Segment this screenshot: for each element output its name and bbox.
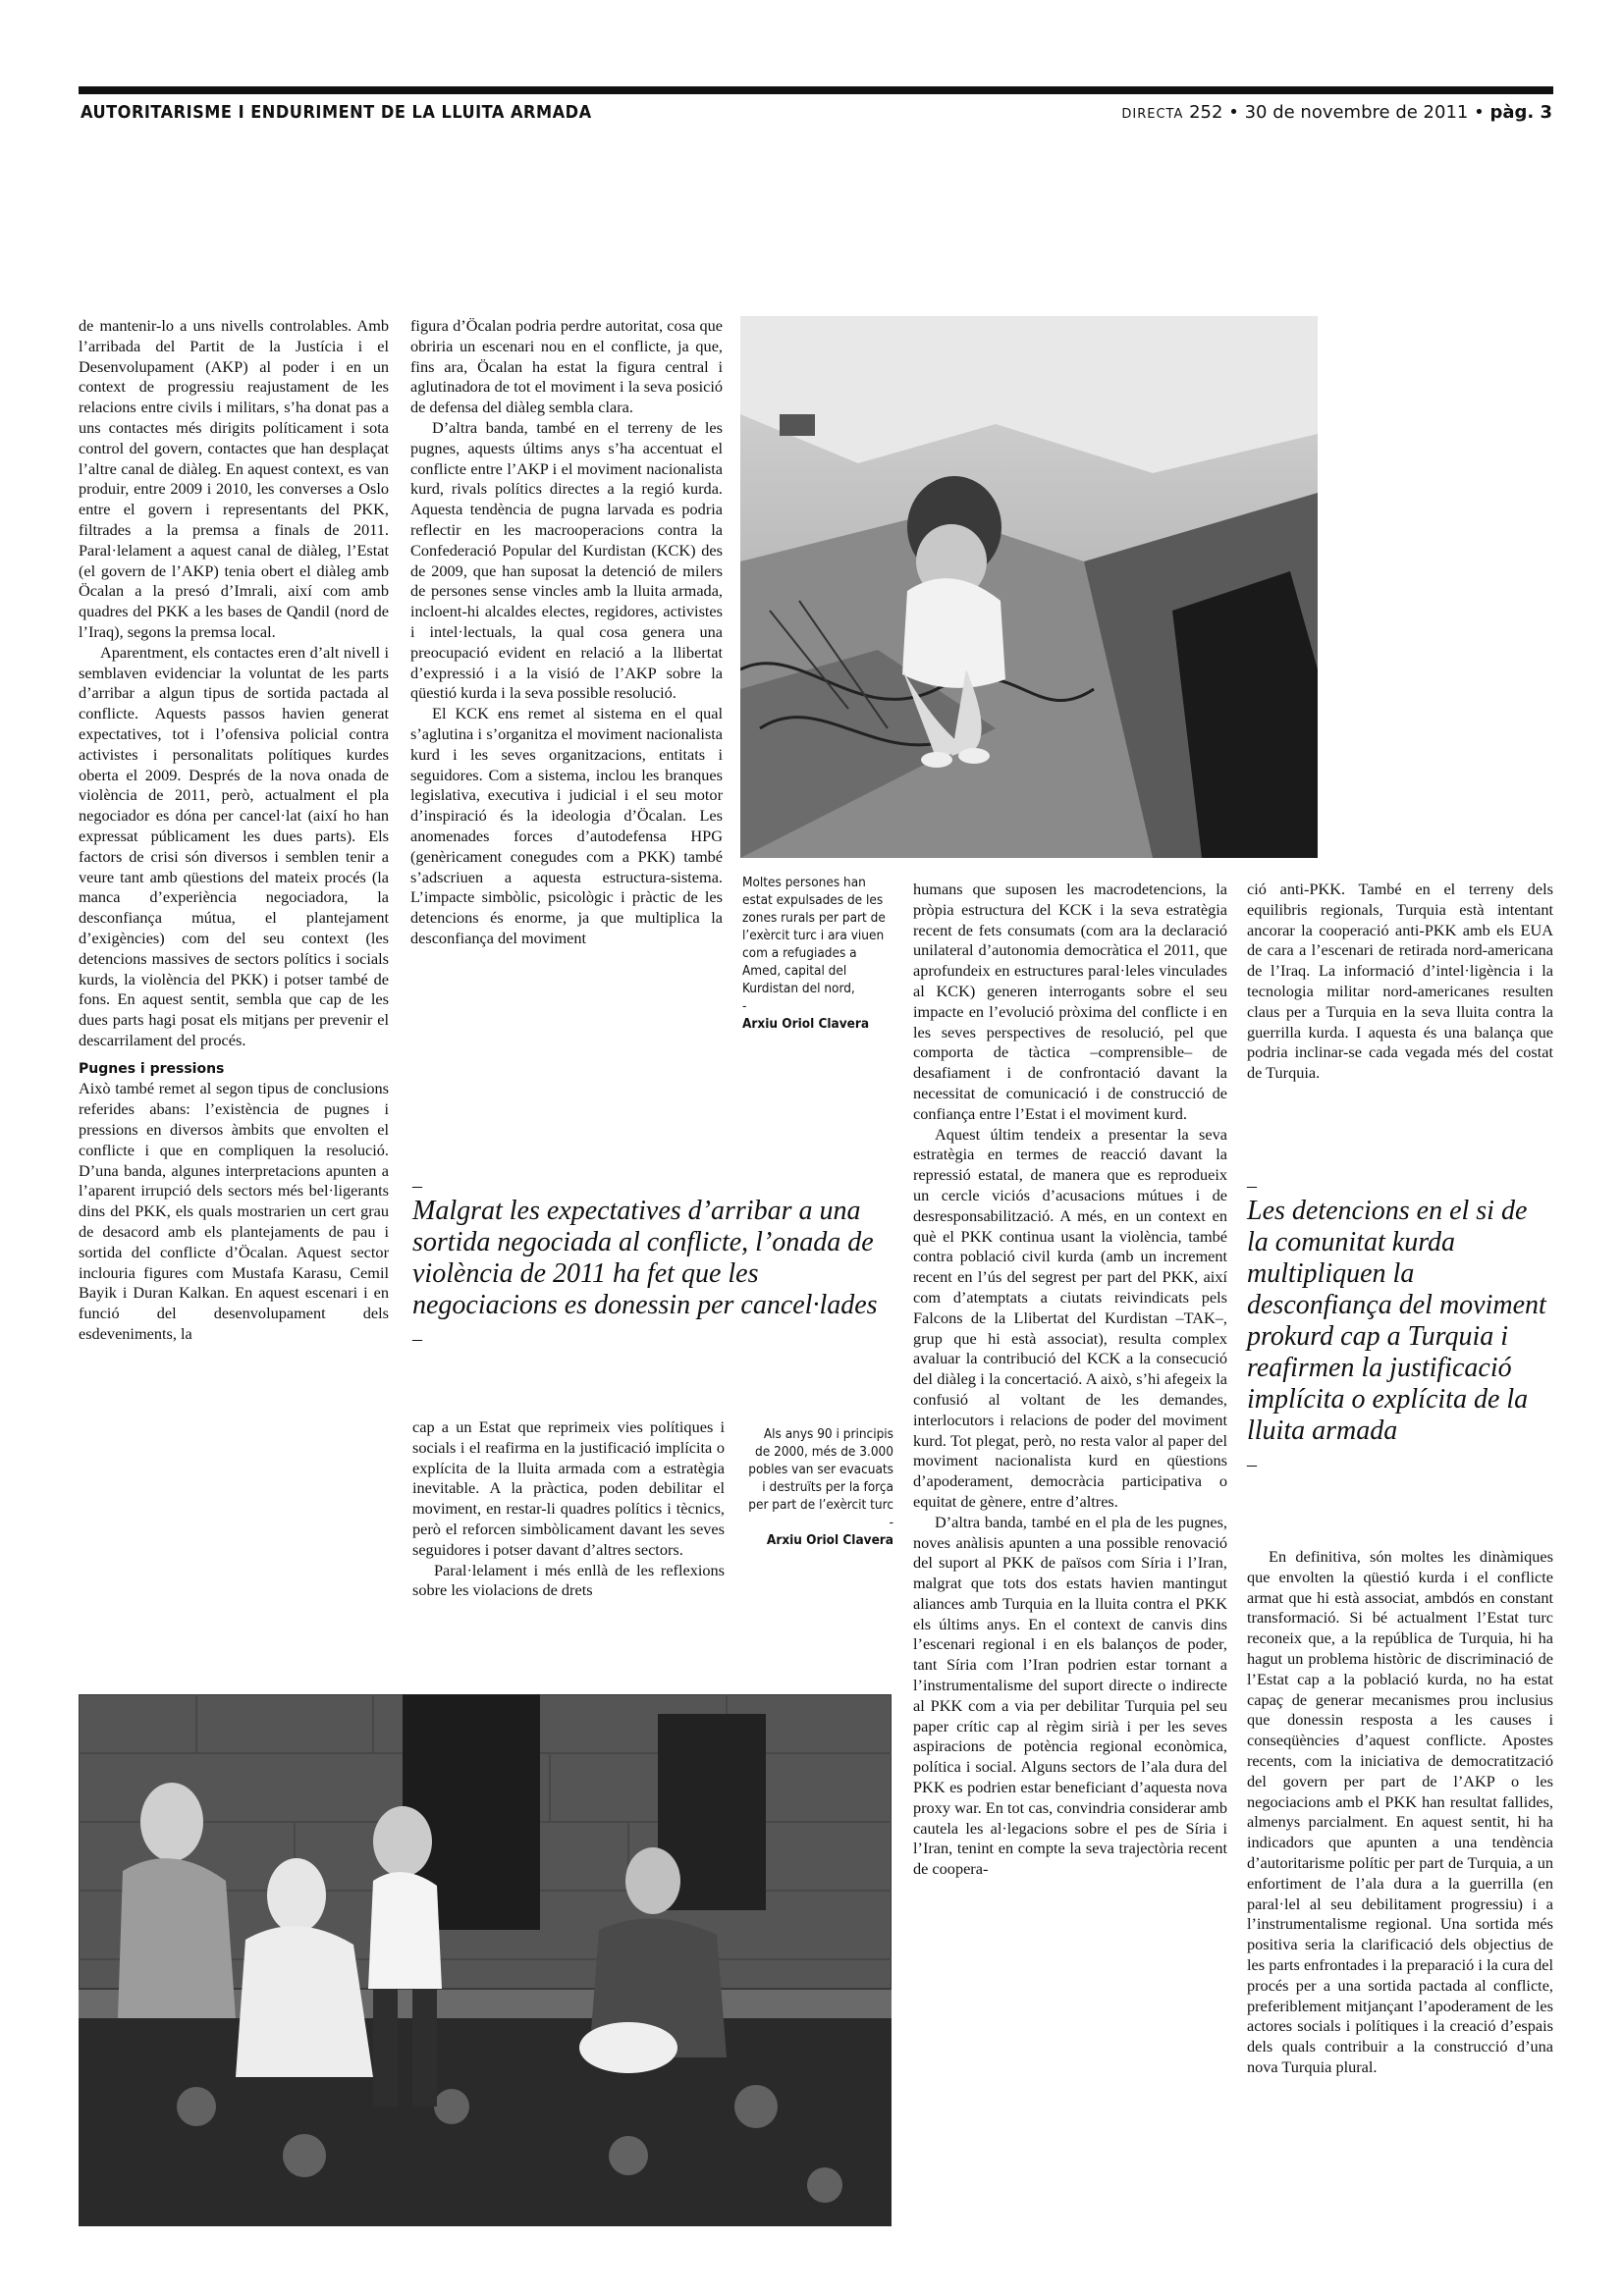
header-rule (79, 86, 1553, 94)
caption-text: Moltes persones han estat expulsades de les zones rurals per part de l’exèrcit turc i ara viuen com a refugiades a Amed, capital del Kurdistan del nord, (742, 875, 886, 996)
paragraph: ció anti-PKK. També en el terreny dels equilibris regionals, Turquia està intentant ancorar la cooperació anti-PKK amb els EUA de cara a l’escenari de retirada nord-americana de l’Iraq. La informació d’intel·ligència i la tecnologia militar nord-americanes resulten claus per a Turquia en la seva lluita contra la guerrilla kurda. I aquesta és una balança que podria inclinar-se cada vegada més del costat de Turquia. (1247, 880, 1553, 1083)
header-separator: • (1228, 102, 1239, 123)
pullquote-left (412, 1176, 893, 1349)
pullquote-text: Les detencions en el si de la comunitat kurda multipliquen la desconfiança del moviment prokurd cap a Turquia i reafirmen la justificació implícita o explícita de la lluita armada (1247, 1196, 1546, 1446)
paragraph: cap a un Estat que reprimeix vies polítiques i socials i el reafirma en la justificació implícita o explícita de la lluita armada com a estratègia inevitable. A la pràctica, poden debilitar el moviment, en restar-li quadres polítics i tècnics, però el reforcen simbòlicament davant les seves seguidores i potser davant d’altres sectors. (412, 1417, 725, 1559)
header-meta (1121, 102, 1552, 123)
caption-separator: - (742, 998, 747, 1014)
page-number: pàg. 3 (1489, 102, 1552, 123)
photo-caption-top (742, 874, 890, 1033)
paragraph: humans que suposen les macrodetencions, la pròpia estructura del KCK i la seva estratègia recent de fets consumats (com ara la declaració unilateral d’autonomia democràtica el 2011, que aprofundeix en estructures paral·leles vinculades al KCK) generen interrogants sobre el seu impacte en l’evolució pròxima del conflicte i en les seves perspectives de resolució, pel que comporta de tàctica –comprensible– de desafiament i de confrontació davant la necessitat de comunicació i de construcció de confiança entre l’Estat i el moviment kurd. (913, 880, 1227, 1123)
article-column-4-top (1247, 880, 1553, 1084)
pullquote-dash: – (1247, 1175, 1257, 1197)
issue-date: 30 de novembre de 2011 (1244, 102, 1469, 123)
paragraph: figura d’Öcalan podria perdre autoritat, cosa que obriria un escenari nou en el conflicte, ja que, fins ara, Öcalan ha estat la figura central i aglutinadora de tot el moviment i la seva posició de defensa del diàleg sembla clara. (410, 316, 723, 417)
photo-credit: Arxiu Oriol Clavera (742, 1016, 870, 1032)
photo-family-refugees (79, 1694, 892, 2226)
pullquote-dash: – (412, 1175, 422, 1197)
caption-text: Als anys 90 i principis de 2000, més de 3.000 pobles van ser evacuats i destruïts per la força per part de l’exèrcit turc (748, 1426, 893, 1513)
article-column-3 (913, 880, 1227, 1880)
paragraph: Aquest últim tendeix a presentar la seva estratègia en termes de reacció davant la repressió estatal, de manera que es reprodueix un cercle viciós d’acusacions mútues i de desresponsabilització. A més, en un context en què el PKK continua usant la violència, també contra població civil kurda (amb un increment recent en l’ús del segrest per part del PKK, així com d’atemptats a ciutats reivindicats pels Falcons de la Llibertat del Kurdistan –TAK–, grup que hi està associat), resulta complex avaluar la contribució del KCK a la consecució del diàleg i la concertació. A això, s’hi afegeix la confusió al voltant de les demandes, interlocutors i relacions de poder del moviment kurd. Tot plegat, però, no resta valor al paper del moviment nacionalista kurd en qüestions d’apoderament, democràcia participativa o equitat de gènere, entre d’altres. (913, 1124, 1227, 1511)
subheading: Pugnes i pressions (79, 1060, 225, 1077)
photo-family-refugees-image (79, 1694, 892, 2226)
paragraph: de mantenir-lo a uns nivells controlables. Amb l’arribada del Partit de la Justícia i el Desenvolupament (AKP) al poder i en un context de progressiu reajustament de les relacions entre civils i militars, s’ha donat pas a uns contactes més dirigits políticament i sota control del govern, contactes que han desplaçat l’altre canal de diàleg. En aquest context, es van produir, entre 2009 i 2010, les converses a Oslo entre el govern i representants del PKK, filtrades a la premsa a finals de 2011. Paral·lelament a aquest canal de diàleg, l’Estat (el govern de l’AKP) tenia obert el diàleg amb Öcalan a la presó d’Imrali, així com amb quadres del PKK a les bases de Qandil (nord de l’Iraq), segons la premsa local. (79, 316, 389, 641)
photo-caption-bottom (746, 1425, 893, 1549)
header-separator-2: • (1474, 102, 1485, 123)
issue-number: 252 (1189, 102, 1223, 123)
photo-child-ruins (740, 316, 1318, 858)
photo-child-ruins-image (740, 316, 1318, 858)
pullquote-right (1247, 1176, 1553, 1474)
paragraph: Aparentment, els contactes eren d’alt nivell i semblaven evidenciar la voluntat de les parts d’arribar a algun tipus de sortida pactada al conflicte. Aquests passos havien generat expectatives, tot i l’ofensiva policial contra activistes i personalitats polítiques kurdes oberta el 2009. Després de la nova onada de violència de 2011, però, actualment el pla negociador es dóna per cancel·lat (així ho han expressat públicament les dues parts). Els factors de crisi són diversos i semblen tenir a veure tant amb qüestions del mateix procés (la manca d’experiència negociadora, la desconfiança mútua, el plantejament d’exigències) com del seu context (les detencions massives de sectors polítics i socials kurds, la violència del PKK) i potser també de fons. En aquest sentit, sembla que cap de les dues parts hagi posat els mitjans per prevenir el descarrilament del procés. (79, 642, 389, 1049)
article-column-1 (79, 316, 389, 1345)
publication-name: directa (1121, 102, 1184, 123)
paragraph: En definitiva, són moltes les dinàmiques que envolten la qüestió kurda i el conflicte armat que hi està associat, ambdós en constant transformació. Si bé actualment l’Estat turc reconeix que, a la república de Turquia, hi ha hagut un problema històric de discriminació de l’Estat cap a la població kurda, no ha estat capaç de generar mecanismes prou inclusius que donessin resposta a les causes i conseqüències d’aquest conflicte. Apostes recents, com la iniciativa de democratització del govern per part de l’AKP o les negociacions amb el PKK han resultat fallides, almenys parcialment. En aquest sentit, hi ha indicadors que apunten a una tendència d’autoritarisme polític per part de Turquia, a un enfortiment de l’ala dura a la guerrilla (en paral·lel al seu debilitament progressiu) i a l’instrumentalisme regional. Una sortida més positiva seria la clarificació dels objectius de les parts enfrontades i la preparació i la cura del procés per a una sortida pactada al conflicte, preferiblement mitjançant l’apoderament de les actores socials i polítiques i la creació d’espais dels quals contribuir a la construcció d’una nova Turquia plural. (1247, 1547, 1553, 2076)
paragraph: D’altra banda, també en el pla de les pugnes, noves anàlisis apunten a una possible renovació del suport al PKK de països com Síria i l’Iran, malgrat que tots dos estats havien mantingut aliances amb Turquia en la lluita contra el PKK els últims anys. En el context de canvis dins l’escenari regional i en els balanços de poder, tant Síria com l’Iran podrien estar tornant a l’instrumentalisme del suport directe o indirecte al PKK com a via per debilitar Turquia pel seu paper crític cap al règim sirià i per les seves aspiracions de potència regional econòmica, política i social. Alguns sectors de l’ala dura del PKK es podrien estar beneficiant d’aquesta nova proxy war. En tot cas, convindria considerar amb cautela les al·legacions sobre el pes de Síria i l’Iran, tenint en compte la seva trajectòria recent de coopera- (913, 1512, 1227, 1879)
paragraph: D’altra banda, també en el terreny de les pugnes, aquests últims anys s’ha accentuat el conflicte entre l’AKP i el moviment nacionalista kurd, rivals polítics directes a la regió kurda. Aquesta tendència de pugna larvada es podria reflectir en les macrooperacions contra la Confederació Popular del Kurdistan (KCK) des de 2009, que han suposat la detenció de milers de persones sense vincles amb la lluita armada, incloent-hi alcaldes electes, regidores, activistes i intel·lectuals, la qual cosa genera una preocupació evident en relació a la llibertat d’expressió i a la visió de l’AKP sobre la qüestió kurda i la seva possible resolució. (410, 417, 723, 703)
article-column-2-top (410, 316, 723, 949)
pullquote-dash: – (1247, 1454, 1257, 1475)
caption-separator: - (889, 1515, 893, 1530)
pullquote-dash: – (412, 1328, 422, 1350)
pullquote-text: Malgrat les expectatives d’arribar a una sortida negociada al conflicte, l’onada de violència de 2011 ha fet que les negociacions es donessin per cancel·lades (412, 1196, 878, 1320)
article-column-4-bottom (1247, 1547, 1553, 2078)
paragraph: Això també remet al segon tipus de conclusions referides abans: l’existència de pugnes i pressions en diversos àmbits que envolten el conflicte i que en compliquen la resolució. D’una banda, algunes interpretacions apunten a l’aparent irrupció dels sectors més bel·ligerants dins del PKK, els quals mostrarien un cert grau de desacord amb els plantejaments de pau i sortida del conflicte d’Öcalan. Aquest sector inclouria figures com Mustafa Karasu, Cemil Bayik i Duran Kalkan. En aquest escenari i en funció del desenvolupament dels esdeveniments, la (79, 1079, 389, 1344)
article-column-2-bottom (412, 1417, 725, 1601)
photo-credit: Arxiu Oriol Clavera (766, 1532, 893, 1548)
section-title: AUTORITARISME I ENDURIMENT DE LA LLUITA ARMADA (81, 102, 592, 123)
paragraph: El KCK ens remet al sistema en el qual s’aglutina i s’organitza el moviment nacionalista kurd i les seves organitzacions, entitats i seguidores. Com a sistema, inclou les branques legislativa, executiva i judicial i el seu motor d’inspiració és la ideologia d’Öcalan. Les anomenades forces d’autodefensa HPG (genèricament conegudes com a PKK) també s’adscriuen a aquesta estructura-sistema. L’impacte simbòlic, psicològic i pràctic de les detencions és enorme, ja que multiplica la desconfiança del moviment (410, 704, 723, 947)
paragraph: Paral·lelament i més enllà de les reflexions sobre les violacions de drets (412, 1560, 725, 1600)
